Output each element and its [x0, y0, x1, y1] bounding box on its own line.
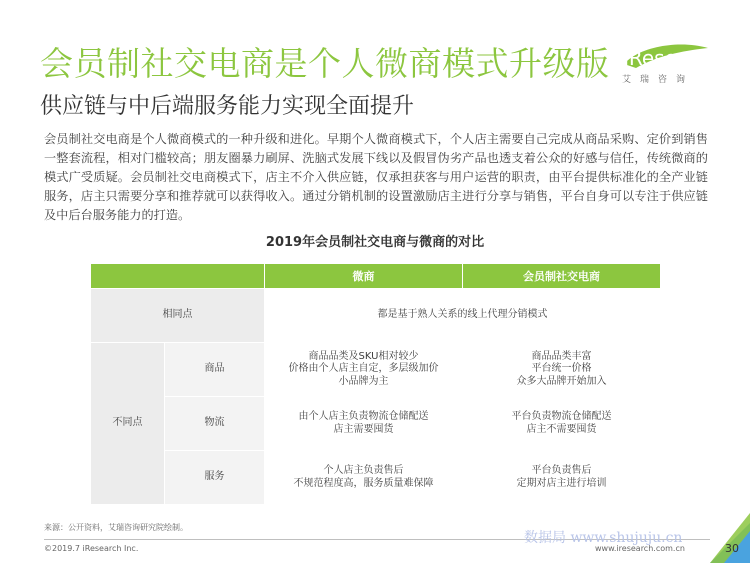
iresearch-logo — [620, 40, 720, 90]
cell-line: 众多大品牌开始加入 — [516, 375, 607, 387]
same-value: 都是基于熟人关系的线上代理分销模式 — [265, 289, 661, 343]
table-row-service — [91, 451, 661, 505]
table-row-same — [91, 289, 661, 343]
logo-wordmark — [622, 46, 721, 70]
logo-subtext: 艾瑞咨询 — [622, 75, 695, 85]
cell-line: 平台负责售后 — [531, 465, 592, 476]
aspect-service: 服务 — [165, 451, 265, 505]
service-weishang — [265, 451, 463, 505]
logo-research: Research — [628, 46, 721, 70]
cell-line: 个人店主负责售后 — [323, 465, 404, 476]
cell-line: 商品品类及SKU相对较少 — [308, 350, 419, 362]
header-social-ecommerce: 会员制社交电商 — [463, 264, 661, 289]
copyright: ©2019.7 iResearch Inc. — [44, 544, 139, 553]
cell-line: 店主不需要囤货 — [526, 423, 597, 435]
cell-line: 价格由个人店主自定，多层级加价 — [288, 363, 439, 375]
logistics-social — [463, 397, 661, 451]
page-number: 30 — [725, 542, 739, 555]
intro-paragraph: 会员制社交电商是个人微商模式的一种升级和进化。早期个人微商模式下，个人店主需要自己完成从商品采购、定价到销售一整套流程，相对门槛较高；朋友圈暴力刷屏、洗脑式发展下线以及假冒伪劣产品也透支着公众的好感与信任，传统微商的模式广受质疑。会员制社交电商模式下，店主不介入供应链，仅承担获客与用户运营的职责，由平台提供标准化的全产业链服务，店主只需要分享和推荐就可以获得收入。通过分销机制的设置激励店主进行分享与销售，平台自身可以专注于供应链及中后台服务能力的打造。 — [44, 132, 708, 222]
cell-line: 平台统一价格 — [531, 363, 592, 375]
header-blank — [91, 264, 265, 289]
table-header-row — [91, 264, 661, 289]
header-weishang: 微商 — [265, 264, 463, 289]
cell-line: 定期对店主进行培训 — [516, 477, 607, 489]
website-link[interactable]: www.iresearch.com.cn — [595, 544, 685, 553]
cell-line: 商品品类丰富 — [531, 350, 592, 362]
page-subtitle: 供应链与中后端服务能力实现全面提升 — [40, 94, 415, 119]
corner-triangle-icon — [710, 513, 750, 563]
source-note: 来源：公开资料，艾瑞咨询研究院绘制。 — [44, 523, 188, 532]
diff-label: 不同点 — [91, 343, 165, 505]
table-row-goods — [91, 343, 661, 397]
cell-line: 平台负责物流仓储配送 — [511, 411, 612, 422]
cell-line: 不规范程度高，服务质量难保障 — [293, 477, 434, 489]
cell-line: 店主需要囤货 — [333, 423, 394, 435]
cell-line: 由个人店主负责物流仓储配送 — [298, 411, 429, 422]
goods-social — [463, 343, 661, 397]
goods-weishang — [265, 343, 463, 397]
aspect-goods: 商品 — [165, 343, 265, 397]
cell-line: 小品牌为主 — [338, 375, 389, 387]
watermark: 数据局 www.shujuju.cn — [524, 530, 683, 546]
comparison-table — [90, 263, 661, 505]
table-title: 2019年会员制社交电商与微商的对比 — [265, 235, 485, 250]
logistics-weishang — [265, 397, 463, 451]
page-title: 会员制社交电商是个人微商模式升级版 — [40, 44, 610, 83]
service-social — [463, 451, 661, 505]
aspect-logistics: 物流 — [165, 397, 265, 451]
same-label: 相同点 — [91, 289, 265, 343]
table-row-logistics — [91, 397, 661, 451]
logo-i: i — [622, 46, 629, 70]
